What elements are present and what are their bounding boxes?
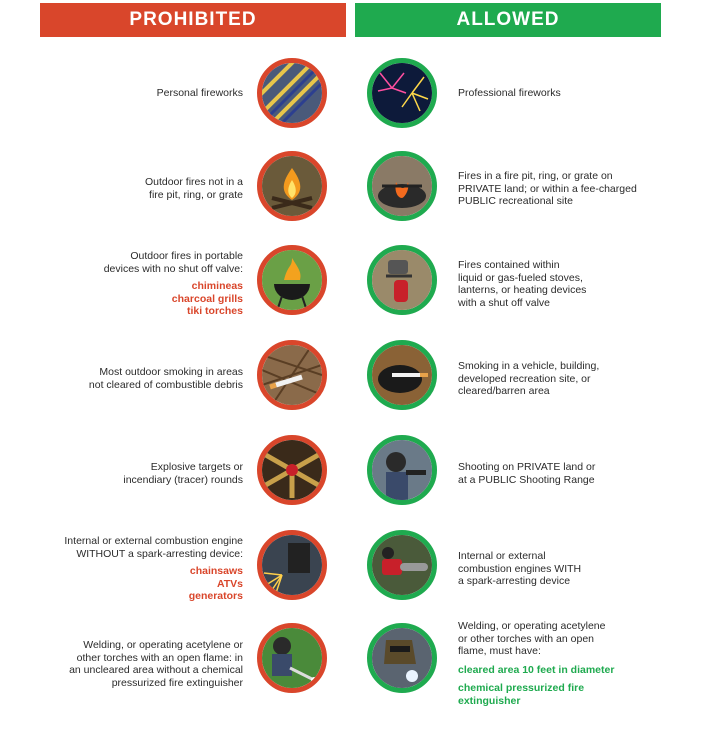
row-shooting (0, 428, 701, 518)
prohibited-text: Welding, or operating acetylene or other torches with an open flame: in an uncleared area without a chemical pressurized fire extinguisher (69, 639, 243, 689)
welder-grass-icon (257, 623, 327, 693)
row-outdoor-fires (0, 143, 701, 233)
chainsaw-icon (367, 530, 437, 600)
row-engines (0, 523, 701, 613)
allowed-text: Fires contained within liquid or gas-fueled stoves, lanterns, or heating devices with a shut off valve (458, 259, 587, 309)
prohibited-text: Most outdoor smoking in areas not cleared of combustible debris (88, 366, 243, 391)
camp-stove-icon (367, 245, 437, 315)
allowed-text: Professional fireworks (458, 87, 561, 99)
row-fireworks (0, 48, 701, 138)
prohibited-text: Outdoor fires in portable devices with no shut off valve: chimineas charcoal grills tiki torches (103, 250, 243, 317)
prohibited-text: Personal fireworks (156, 87, 243, 99)
welder-mask-icon (367, 623, 437, 693)
charcoal-grill-icon (257, 245, 327, 315)
fire-pit-icon (367, 151, 437, 221)
prohibited-text: Outdoor fires not in a fire pit, ring, or grate (144, 176, 243, 201)
prohibited-text: Explosive targets or incendiary (tracer) rounds (123, 461, 243, 486)
prohibited-header: PROHIBITED (40, 3, 346, 37)
allowed-text: Shooting on PRIVATE land or at a PUBLIC Shooting Range (458, 461, 596, 486)
row-portable-devices (0, 238, 701, 328)
campfire-icon (257, 151, 327, 221)
row-welding (0, 618, 701, 708)
allowed-text: Internal or external combustion engines WITH a spark-arresting device (458, 550, 582, 587)
prohibited-text: Internal or external combustion engine WITHOUT a spark-arresting device: chainsaws ATVs generators (64, 535, 243, 602)
grinder-sparks-icon (257, 530, 327, 600)
ammunition-icon (257, 435, 327, 505)
allowed-text: Fires in a fire pit, ring, or grate on PRIVATE land; or within a fee-charged PUBLIC recreational site (458, 170, 637, 207)
fireworks-pile-icon (257, 58, 327, 128)
allowed-text: Smoking in a vehicle, building, developed recreation site, or cleared/barren area (458, 360, 600, 397)
row-smoking (0, 333, 701, 423)
fireworks-display-icon (367, 58, 437, 128)
shooter-icon (367, 435, 437, 505)
ashtray-icon (367, 340, 437, 410)
allowed-header: ALLOWED (355, 3, 661, 37)
cigarette-debris-icon (257, 340, 327, 410)
allowed-text: Welding, or operating acetylene or other torches with an open flame, must have: cleared area 10 feet in diameter chemical pressurized fire extinguisher (458, 620, 615, 707)
